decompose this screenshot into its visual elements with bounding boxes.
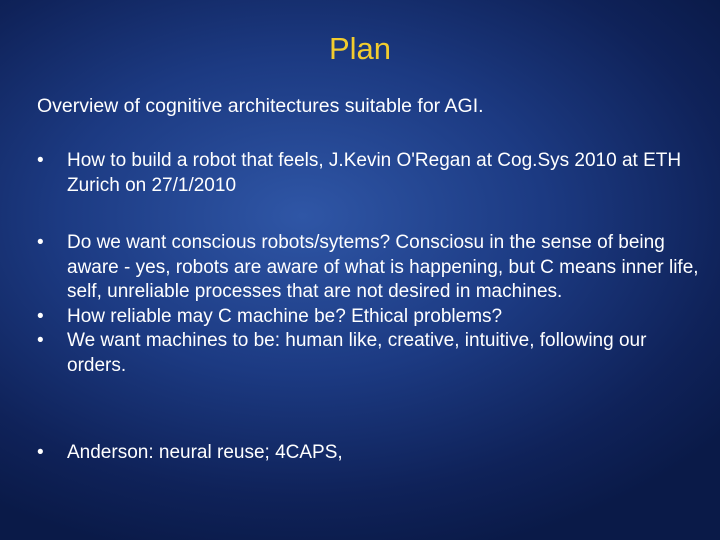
bullet-dot-icon: •	[37, 305, 44, 327]
bullet-dot-icon: •	[37, 150, 44, 171]
bullet-item	[37, 305, 707, 330]
bullet-dot-icon: •	[37, 330, 44, 351]
bullet-text: Do we want conscious robots/sytems? Consciosu in the sense of being aware - yes, robots are aware of what is happening, but C means inner life, self, unreliable processes that are not desired in machines.	[67, 232, 699, 302]
bullet-text: Anderson: neural reuse; 4CAPS,	[67, 442, 343, 463]
bullet-dot-icon: •	[37, 442, 44, 463]
bullet-group-1	[37, 149, 707, 198]
bullet-text: We want machines to be: human like, creative, intuitive, following our orders.	[67, 330, 647, 376]
bullet-text: How reliable may C machine be? Ethical problems?	[67, 305, 503, 327]
bullet-group-2	[37, 231, 707, 378]
slide-subtitle: Overview of cognitive architectures suitable for AGI.	[37, 95, 484, 117]
bullet-group-3	[37, 441, 707, 466]
bullet-item	[37, 441, 707, 466]
bullet-item	[37, 231, 707, 305]
bullet-text: How to build a robot that feels, J.Kevin O'Regan at Cog.Sys 2010 at ETH Zurich on 27/1/2010	[67, 150, 682, 196]
slide-title: Plan	[328, 31, 392, 66]
bullet-dot-icon: •	[37, 232, 44, 253]
bullet-item	[37, 149, 707, 198]
bullet-item	[37, 329, 707, 378]
